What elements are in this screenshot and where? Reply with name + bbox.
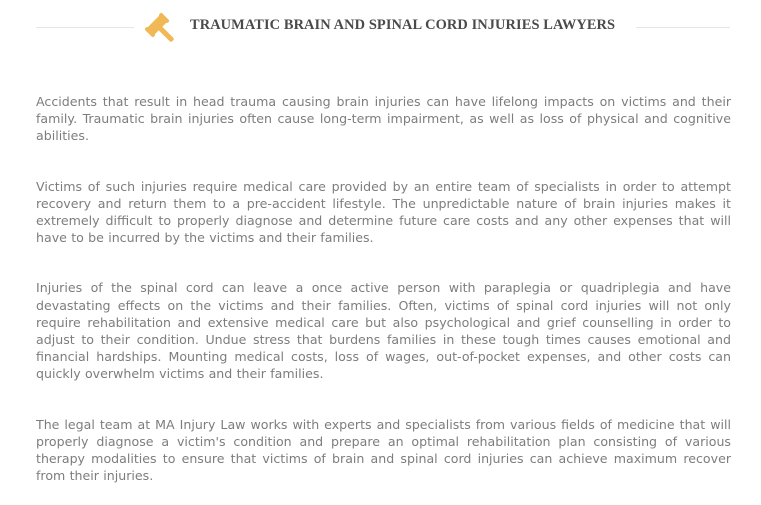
header-divider-right <box>636 27 730 28</box>
paragraph-legal-team: The legal team at MA Injury Law works with experts and specialists from various fields of medicine that will properly diagnose a victim's condition and prepare an optimal rehabilitation plan consisting of various therapy modalities to ensure that victims of brain and spinal cord injuries can achieve maximum recover from their injuries. <box>36 416 731 484</box>
header-divider-left <box>36 27 134 28</box>
gavel-icon <box>144 12 178 44</box>
article-body <box>36 93 731 484</box>
paragraph-brain-injury-impact: Accidents that result in head trauma causing brain injuries can have lifelong impacts on victims and their family. Traumatic brain injuries often cause long-term impairment, as well as loss of physical and cognitive abilities. <box>36 94 731 144</box>
paragraph-medical-care: Victims of such injuries require medical care provided by an entire team of specialists in order to attempt recovery and return them to a pre-accident lifestyle. The unpredictable nature of brain injuries makes it extremely difficult to properly diagnose and determine future care costs and any other expenses that will have to be incurred by the victims and their families. <box>36 178 731 246</box>
page-title: TRAUMATIC BRAIN AND SPINAL CORD INJURIES LAWYERS <box>190 17 616 33</box>
paragraph-spinal-cord-injuries: Injuries of the spinal cord can leave a once active person with paraplegia or quadriplegia and have devastating effects on the victims and their families. Often, victims of spinal cord injuries will not only require rehabilitation and extensive medical care but also psychological and grief counselling in order to adjust to their condition. Undue stress that burdens families in these tough times causes emotional and financial hardships. Mounting medical costs, loss of wages, out-of-pocket expenses, and other costs can quickly overwhelm victims and their families. <box>36 280 731 382</box>
section-header <box>0 0 761 56</box>
